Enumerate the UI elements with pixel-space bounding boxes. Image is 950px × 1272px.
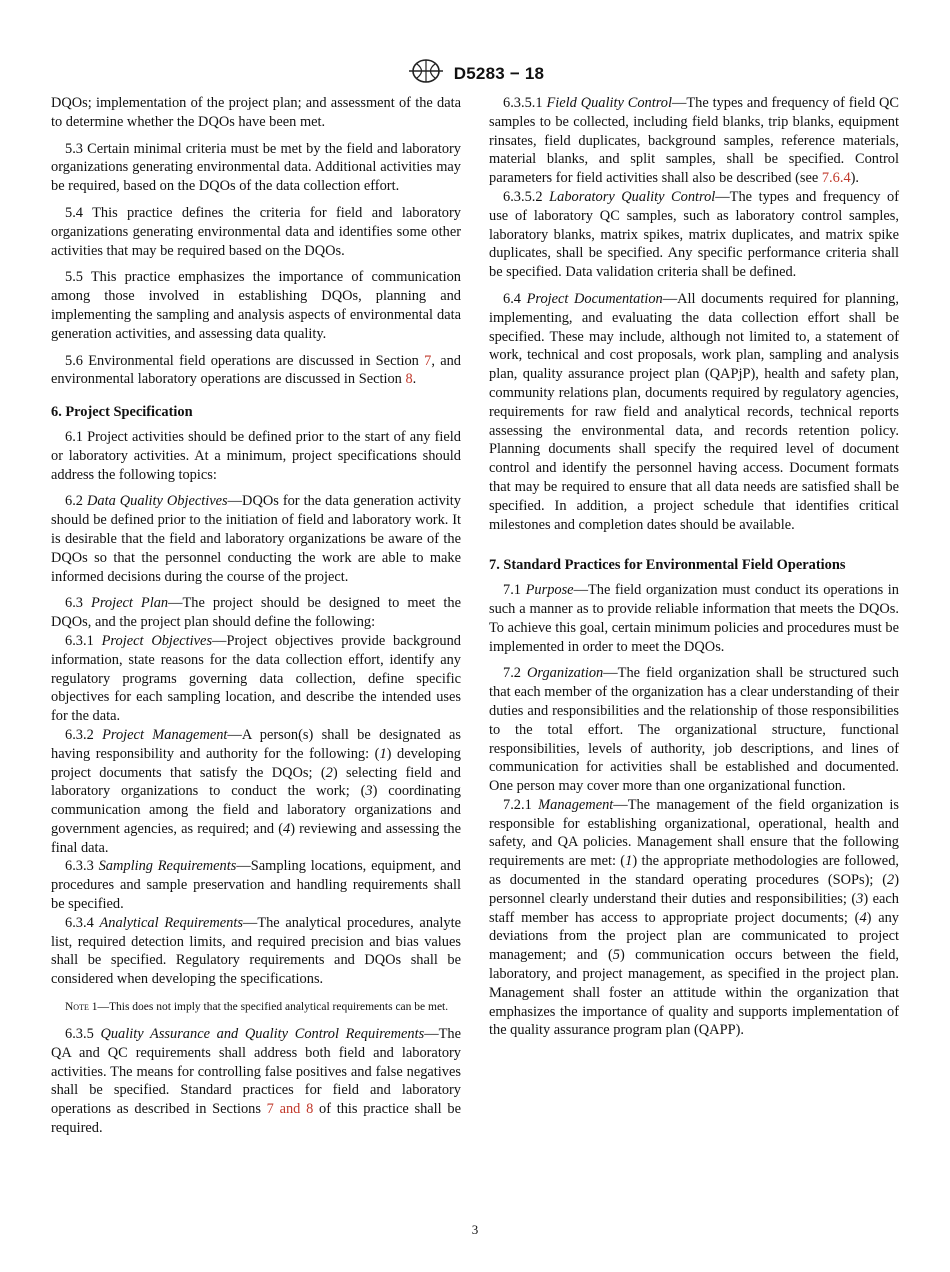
section-heading-7: 7. Standard Practices for Environmental Field Operations — [489, 557, 846, 574]
paragraph-7-1: 7.1 Purpose—The field organization must conduct its operations in such a manner as to provide reliable information that meets the DQOs. To achieve this goal, certain minimum policies and procedures must be implemented in order to meet the DQOs. — [489, 582, 899, 655]
document-designation: D5283 − 18 — [453, 63, 545, 83]
paragraph-7-2-1: 7.2.1 Management—The management of the field organization is responsible for establishing organizational, operational, health and safety, and QA policies. Management shall ensure that the following requirements are met: (1) the appropriate methodologies are followed, as documented in the standard operating procedures (SOPs); (2) personnel clearly understand their duties and responsibilities; (3) each staff member has access to appropriate project documents; (4) any deviations from the project plan are communicated to project management; and (5) communication occurs between the field, laboratory, and project management, as specified in the project plan. Management shall foster an attitude within the organization that emphasizes the importance of quality and supports implementation of the quality assurance program plan (QAPP). — [489, 796, 900, 1039]
paragraph-6-3-2: 6.3.2 Project Management—A person(s) shall be designated as having responsibility and authority for the following: (1) developing project documents that satisfy the DQOs; (2) selecting field and laboratory organizations to conduct the work; (3) coordinating communication among the field and laboratory organizations and government agencies, as required; and (4) reviewing and assessing the final data. — [51, 726, 462, 856]
paragraph-6-3-5-1: 6.3.5.1 Field Quality Control—The types and frequency of field QC samples to be collected, including field blanks, trip blanks, equipment rinsates, field duplicates, background samples, reference materials, material blanks, and split samples, shall be specified. Control parameters for field activities shall also be described (see 7.6.4). — [489, 95, 900, 187]
paragraph-6-3-5-2: 6.3.5.2 Laboratory Quality Control—The types and frequency of use of laboratory QC samples, such as laboratory control samples, laboratory blanks, matrix spikes, matrix duplicates, and matrix spike duplicates, shall be specified. Any specific performance criteria shall be specified. Data validation criteria shall be defined. — [489, 188, 899, 281]
page-header — [0, 58, 950, 89]
paragraph-7-2: 7.2 Organization—The field organization shall be structured such that each member of the organization has a clear understanding of their duties and responsibilities and the relationship of those responsibilities to the total effort. The organizational structure, functional responsibilities, levels of authority, job descriptions, and lines of communication for activities shall be established and documented. One person may cover more than one organizational function. — [489, 665, 899, 795]
paragraph-6-2: 6.2 Data Quality Objectives—DQOs for the data generation activity should be defined prior to the initiation of field and laboratory work. It is desirable that the field and laboratory organizations be aware of the DQOs so that the personnel conducting the work are able to make informed decisions during the course of the project. — [51, 493, 462, 585]
page-number: 3 — [471, 1222, 479, 1237]
paragraph-6-3-4: 6.3.4 Analytical Requirements—The analytical procedures, analyte list, required detection limits, and required precision and bias values shall be specified. Regulatory requirements and DQOs shall be considered when developing the specifications. — [51, 914, 461, 988]
section-7-6-4-link[interactable]: 7.6.4 — [821, 170, 851, 187]
left-column — [51, 94, 461, 1138]
paragraph-5-4: 5.4 This practice defines the criteria for field and laboratory organizations generating environmental data and identifies some other activities that may be required based on the DQOs. — [51, 204, 461, 259]
paragraph-6-3: 6.3 Project Plan—The project should be designed to meet the DQOs, and the project plan should define the following: — [51, 595, 462, 631]
right-column — [489, 94, 899, 1040]
paragraph-6-3-5: 6.3.5 Quality Assurance and Quality Control Requirements—The QA and QC requirements shall address both field and laboratory activities. The means for controlling false positives and false negatives shall be specified. Standard practices for field and laboratory operations as described in Sections 7 and 8 of this practice shall be required. — [51, 1026, 461, 1137]
astm-logo-icon — [406, 58, 446, 89]
paragraph-5-6: 5.6 Environmental field operations are discussed in Section 7, and environmental laboratory operations are discussed in Section 8. — [51, 352, 461, 388]
paragraph-5-3: 5.3 Certain minimal criteria must be met by the field and laboratory organizations generating environmental data. Additional activities may be required, based on the DQOs of the data collection effort. — [51, 140, 461, 195]
paragraph-continued: DQOs; implementation of the project plan; and assessment of the data to determine whether the DQOs have been met. — [51, 95, 461, 130]
paragraph-5-5: 5.5 This practice emphasizes the importance of communication among those involved in establishing DQOs, planning and implementing the sampling and analysis aspects of environmental data generation activities, and assessing data quality. — [51, 269, 461, 342]
paragraph-6-4: 6.4 Project Documentation—All documents required for planning, implementing, and evaluating the data collection effort shall be specified. These may include, although not limited to, a statement of work, technical and cost proposals, work plan, sampling and analysis plan, quality assurance project plan (QAPjP), health and safety plan, community relations plan, documents required by regulatory agencies, requirements for raw field and analytical records, technical reports assessing the environmental data, and records retention policy. Planning documents shall specify the required level of document control and identify the personnel having access. Document formats that may be required to ensure that all data needs are satisfied shall be specified. In addition, a project schedule that identifies critical milestones and completion dates should be available. — [489, 290, 899, 533]
sections-7-and-8-link[interactable]: 7 and 8 — [266, 1101, 314, 1118]
paragraph-6-3-1: 6.3.1 Project Objectives—Project objectives provide background information, state reasons for the data collection effort, identify any regulatory programs governing data collection, define specific objectives for each sampling location, and describe the intended uses for the data. — [51, 632, 461, 725]
section-7-link[interactable]: 7 — [424, 352, 432, 369]
note-1: Note 1—This does not imply that the specified analytical requirements can be met. — [65, 1001, 449, 1014]
paragraph-6-1: 6.1 Project activities should be defined prior to the start of any field or laboratory activities. At a minimum, project specifications should address the following topics: — [51, 428, 461, 483]
section-heading-6: 6. Project Specification — [51, 404, 193, 421]
section-8-link[interactable]: 8 — [405, 371, 413, 388]
paragraph-6-3-3: 6.3.3 Sampling Requirements—Sampling locations, equipment, and procedures and sample preservation and handling requirements shall be specified. — [51, 858, 461, 913]
